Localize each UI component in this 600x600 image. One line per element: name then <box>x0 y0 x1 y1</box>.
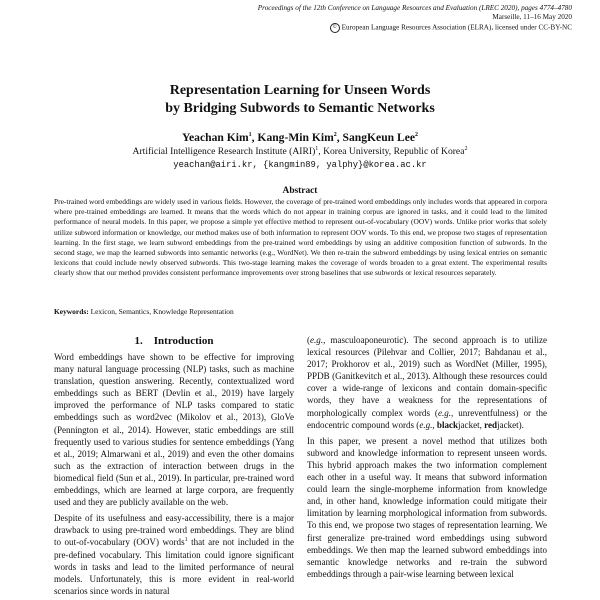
paper-title <box>60 82 540 118</box>
title-line-2: by Bridging Subwords to Semantic Networks <box>165 101 435 116</box>
keywords-label: Keywords: <box>54 307 89 316</box>
intro-paragraph-4: In this paper, we present a novel method that utilizes both subword and knowledge information to represent unseen words. This hybrid approach makes the two information complement each other in a useful way. It means that subword information could learn the single-morpheme information from knowledge and, in other hand, knowledge information could mitigate their limitation by learning morphological information from subwords. To this end, we propose two stages of representation learning. We first generalize pre-trained word embeddings using subword embeddings. We then map the learned subword embeddings into semantic knowledge networks and re-train the subword embeddings through a pair-wise learning between lexical <box>307 435 547 579</box>
author-3: SangKeun Lee <box>342 131 416 144</box>
abstract-text: Pre-trained word embeddings are widely used in various fields. However, the coverage of pre-trained word embeddings only includes words that appeared in corpora where pre-trained embeddings are learned. It means that the words which do not appear in training corpus are ignored in tasks, and it could lead to the limited performance of neural models. In this paper, we propose a simple yet effective method to represent out-of-vocabulary (OOV) words. Unlike prior works that solely utilize subword information or knowledge, our method makes use of both information to represent OOV words. To this end, we propose two stages of representation learning. In the first stage, we learn subword embeddings from the pre-trained word embeddings by using an additive composition function of subwords. In the second stage, we map the learned subwords into semantic networks (e.g., WordNet). We then re-train the subword embeddings by using lexical entries on semantic lexicons that could include newly observed subwords. This two-stage learning makes the coverage of words broaden to a great extent. The experimental results clearly show that our method provides consistent performance improvements over strong baselines that use subwords or lexical resources separately. <box>54 197 547 278</box>
footnote-mark: 1 <box>184 537 188 544</box>
author-emails: yeachan@airi.kr, {kangmin89, yalphy}@korea.ac.kr <box>173 160 427 170</box>
header-line-3: © European Language Resources Association (ELRA), licensed under CC-BY-NC <box>242 23 572 33</box>
author-2: Kang-Min Kim <box>257 131 334 144</box>
affiliation: Artificial Intelligence Research Institute (AIRI)$^1$, Korea University, Republic of Korea$^2$ <box>132 145 468 157</box>
copyright-icon: © <box>330 23 340 33</box>
right-column <box>307 334 547 584</box>
author-list: Yeachan Kim$^1$, Kang-Min Kim$^2$, SangKeun Lee$^2$ <box>181 131 419 144</box>
author-1: Yeachan Kim <box>181 131 249 144</box>
intro-paragraph-3: (e.g., masculoaponeurotic). The second approach is to utilize lexical resources (Pilehvar and Collier, 2017; Bahdanau et al., 2017; Prokhorov et al., 2019) such as WordNet (Miller, 1995), PPDB (Ganitkevitch et al., 2013). Although these resources could cover a wide-range of lexicons and contain domain-specific words, they have a weakness for the representations of morphologically complex words (e.g., unreventfulness) or the endocentric compound words (e.g., blackjacket, redjacket). <box>307 335 547 430</box>
keywords <box>54 307 547 317</box>
intro-paragraph-1: Word embeddings have shown to be effective for improving many natural language processing (NLP) tasks, such as machine translation, question answering. Recently, contextualized word embeddings such as BERT (Devlin et al., 2019) have largely improved the performance of NLP tasks compared to static embeddings such as word2vec (Mikolov et al., 2013), GloVe (Pennington et al., 2014). However, static embeddings are still frequently used to various studies for sentence embeddings (Yang et al., 2019; Almarwani et al., 2019) and even the other domains such as the extraction of interaction between drugs in the biomedical field (Sun et al., 2019). In particular, pre-trained word embeddings, which are learned at large corpora, are frequently used and they are publicly available on the web. <box>54 352 294 508</box>
header-line-1: Proceedings of the 12th Conference on Language Resources and Evaluation (LREC 2020), pages 4774–4780 <box>257 4 572 12</box>
abstract-body <box>54 197 547 279</box>
intro-paragraph-2: Despite of its usefulness and easy-accessibility, there is a major drawback to using pre-trained word embeddings. They are blind to out-of-vocabulary (OOV) words$^1$ that are not included in the pre-defined vocabulary. This limitation could ignore significant words in tasks and lead to the limited performance of neural models. Unfortunately, this is more evident in real-world scenarios since words in natural <box>54 513 295 596</box>
keywords-list: Lexicon, Semantics, Knowledge Representation <box>90 307 234 316</box>
section-heading-introduction: 1. Introduction <box>134 335 214 347</box>
abstract-heading: Abstract <box>282 186 318 196</box>
title-line-1: Representation Learning for Unseen Words <box>169 83 431 98</box>
header-line-2: Marseille, 11–16 May 2020 <box>492 13 572 22</box>
left-column <box>54 351 294 600</box>
proceedings-header <box>242 4 572 33</box>
